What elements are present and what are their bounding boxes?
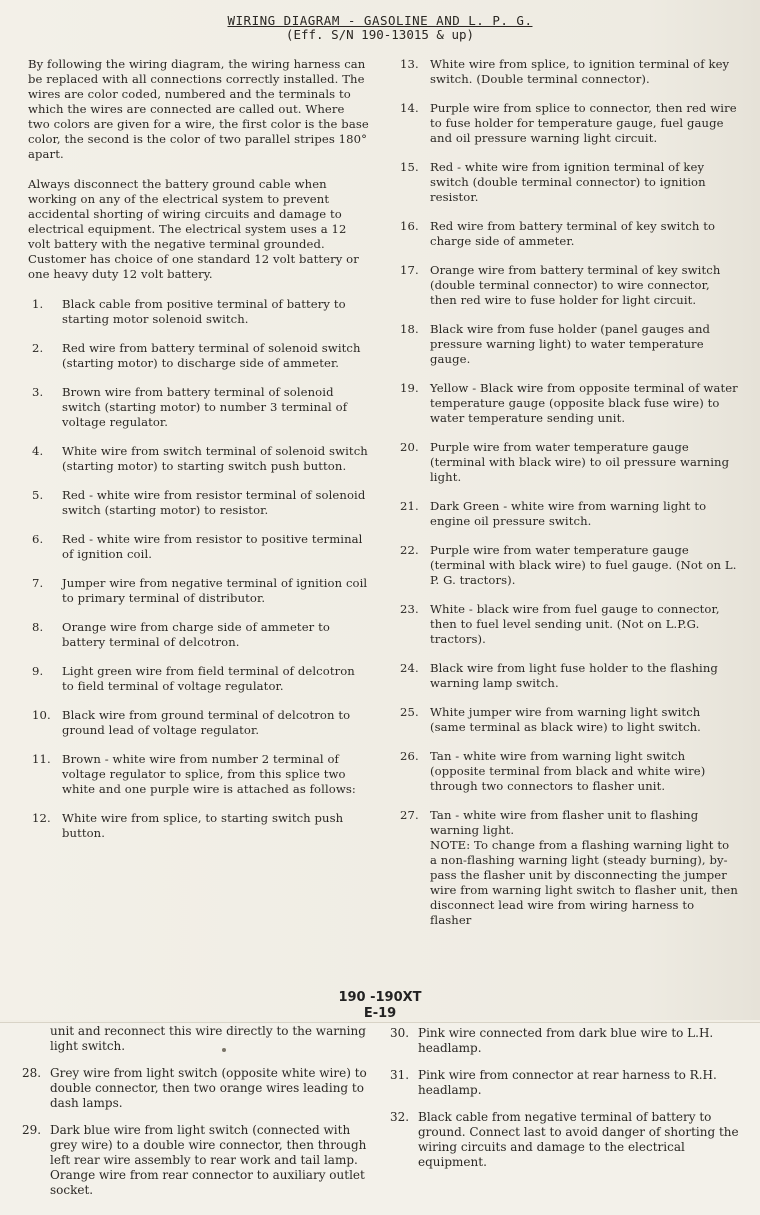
item-text-block (62, 620, 370, 650)
item-number: 11. (32, 752, 51, 766)
wire-item (396, 705, 738, 735)
item-text-block (430, 543, 738, 588)
item-number: 6. (32, 532, 44, 546)
item-text-block (62, 341, 370, 371)
wire-item (28, 444, 370, 474)
item-text-block (62, 488, 370, 518)
item-text: Black wire from fuse holder (panel gauges and pressure warning light) to water temperature gauge. (430, 322, 711, 366)
wire-item (390, 1110, 740, 1170)
item-text-block (430, 602, 738, 647)
bottom-left-column (22, 1024, 367, 1210)
wire-item (396, 808, 738, 928)
item-number: 8. (32, 620, 44, 634)
item-text-block (430, 101, 738, 146)
wire-item (396, 381, 738, 426)
wire-item (396, 440, 738, 485)
continued-text: unit and reconnect this wire directly to the warning light switch. (50, 1024, 366, 1053)
item-text: Brown - white wire from number 2 terminal of voltage regulator to splice, from this splice two white and one purple wire is attached as follows: (62, 752, 356, 796)
page-footer (0, 990, 760, 1022)
item-number: 5. (32, 488, 44, 502)
page-number: E-19 (363, 1006, 397, 1021)
item-text: Red wire from battery terminal of solenoid switch (starting motor) to discharge side of ammeter. (62, 341, 361, 370)
item-text-block (430, 749, 738, 794)
bottom-right-item-list (390, 1026, 740, 1170)
item-text: Light green wire from field terminal of delcotron to field terminal of voltage regulator. (62, 664, 355, 693)
item-number: 24. (400, 661, 419, 675)
item-text: Black wire from ground terminal of delcotron to ground lead of voltage regulator. (62, 708, 351, 737)
item-text: Purple wire from water temperature gauge (terminal with black wire) to oil pressure warning light. (430, 440, 730, 484)
item-text-block (430, 381, 738, 426)
item-number: 9. (32, 664, 44, 678)
item-text-block (50, 1066, 367, 1111)
item-number: 14. (400, 101, 419, 115)
item-number: 3. (32, 385, 44, 399)
item-text-block (430, 808, 738, 928)
item-text: Pink wire connected from dark blue wire to L.H. headlamp. (418, 1026, 714, 1055)
wire-item (28, 576, 370, 606)
intro-paragraph: By following the wiring diagram, the wiring harness can be replaced with all connections correctly installed. The wires are color coded, numbered and the terminals to which the wires are connected are called out. Where two colors are given for a wire, the first color is the base color, the second is the color of two parallel stripes 180° apart. (28, 57, 369, 161)
header (0, 14, 760, 42)
item-text-block (430, 160, 738, 205)
item-number: 4. (32, 444, 44, 458)
item-text: Red - white wire from ignition terminal of key switch (double terminal connector) to ignition resistor. (430, 160, 706, 204)
item-text: White jumper wire from warning light switch (same terminal as black wire) to light switch. (430, 705, 701, 734)
wire-item (22, 1066, 367, 1111)
item-text-block (62, 752, 370, 797)
item-number: 22. (400, 543, 419, 557)
bottom-right-column (390, 1026, 740, 1182)
wire-item (396, 543, 738, 588)
item-number: 1. (32, 297, 44, 311)
item-number: 27. (400, 808, 419, 822)
item-text: White wire from splice, to ignition terminal of key switch. (Double terminal connector). (430, 57, 730, 86)
intro-paragraph: Always disconnect the battery ground cable when working on any of the electrical system to prevent accidental shorting of wiring circuits and damage to electrical equipment. The electrical system uses a 12 volt battery with the negative terminal grounded. Customer has choice of one standard 12 volt battery or one heavy duty 12 volt battery. (28, 177, 359, 281)
wire-item (28, 532, 370, 562)
item-text: Red - white wire from resistor to positive terminal of ignition coil. (62, 532, 363, 561)
item-text: Purple wire from splice to connector, then red wire to fuse holder for temperature gauge, fuel gauge and oil pressure warning light circuit. (430, 101, 737, 145)
item-number: 21. (400, 499, 419, 513)
item-text-block (62, 385, 370, 430)
item-text: Black cable from negative terminal of battery to ground. Connect last to avoid danger of shorting the wiring circuits and damage to the electrical equipment. (418, 1110, 739, 1169)
wire-item (396, 219, 738, 249)
item-text: Brown wire from battery terminal of solenoid switch (starting motor) to number 3 terminal of voltage regulator. (62, 385, 348, 429)
item-text: Black wire from light fuse holder to the flashing warning lamp switch. (430, 661, 718, 690)
item-text: Yellow - Black wire from opposite terminal of water temperature gauge (opposite black fuse wire) to water temperature sending unit. (430, 381, 738, 425)
item-text: Red - white wire from resistor terminal of solenoid switch (starting motor) to resistor. (62, 488, 366, 517)
wire-item (28, 664, 370, 694)
item-text: Pink wire from connector at rear harness to R.H. headlamp. (418, 1068, 717, 1097)
item-text: White wire from switch terminal of solenoid switch (starting motor) to starting switch push button. (62, 444, 368, 473)
model-number: 190 -190XT (338, 990, 422, 1005)
wire-item (396, 499, 738, 529)
item-number: 13. (400, 57, 419, 71)
item-text: Purple wire from water temperature gauge (terminal with black wire) to fuel gauge. (Not on L. P. G. tractors). (430, 543, 737, 587)
item-text: Tan - white wire from warning light switch (opposite terminal from black and white wire) through two connectors to flasher unit. (430, 749, 706, 793)
item-number: 16. (400, 219, 419, 233)
item-text-block (430, 263, 738, 308)
wire-item (390, 1068, 740, 1098)
item-number: 7. (32, 576, 44, 590)
item-text-block (430, 322, 738, 367)
item-text: Orange wire from battery terminal of key switch (double terminal connector) to wire connector, then red wire to fuse holder for light circuit. (430, 263, 721, 307)
item-text-block (430, 499, 738, 529)
item-text-block (430, 219, 738, 249)
wire-item (396, 263, 738, 308)
item-text-block (62, 532, 370, 562)
wire-item (28, 620, 370, 650)
item-text-block (430, 661, 738, 691)
item-text-block (418, 1026, 740, 1056)
item-text-block (430, 440, 738, 485)
item-text: Orange wire from charge side of ammeter to battery terminal of delcotron. (62, 620, 330, 649)
wire-item (28, 708, 370, 738)
item-text: Dark Green - white wire from warning light to engine oil pressure switch. (430, 499, 707, 528)
left-item-list (28, 297, 370, 841)
page-subtitle: (Eff. S/N 190-13015 & up) (285, 27, 475, 42)
item-text-block (418, 1110, 740, 1170)
item-number: 12. (32, 811, 51, 825)
wire-item (28, 811, 370, 841)
ink-speck (222, 1048, 226, 1052)
item-number: 20. (400, 440, 419, 454)
item-text-block (62, 297, 370, 327)
item-text-block (62, 708, 370, 738)
wire-item (396, 160, 738, 205)
item-text: White - black wire from fuel gauge to connector, then to fuel level sending unit. (Not on L.P.G. tractors). (430, 602, 720, 646)
item-number: 30. (390, 1026, 410, 1040)
page-title: WIRING DIAGRAM - GASOLINE AND L. P. G. (227, 13, 533, 28)
item-text: White wire from splice, to starting switch push button. (62, 811, 344, 840)
item-number: 26. (400, 749, 419, 763)
wire-item (396, 57, 738, 87)
wire-item (28, 341, 370, 371)
wire-item (28, 752, 370, 797)
wire-item (396, 749, 738, 794)
item-text-block (50, 1123, 367, 1198)
item-text: Jumper wire from negative terminal of ignition coil to primary terminal of distributor. (62, 576, 368, 605)
item-number: 18. (400, 322, 419, 336)
item-number: 32. (390, 1110, 410, 1124)
item-text: Red wire from battery terminal of key switch to charge side of ammeter. (430, 219, 716, 248)
item-number: 15. (400, 160, 419, 174)
item-number: 17. (400, 263, 419, 277)
item-number: 29. (22, 1123, 42, 1137)
wire-item (396, 322, 738, 367)
item-text: Grey wire from light switch (opposite white wire) to double connector, then two orange wires leading to dash lamps. (50, 1066, 367, 1110)
wire-item (28, 297, 370, 327)
item-text-block (62, 576, 370, 606)
wire-item (396, 101, 738, 146)
right-column (396, 57, 738, 942)
left-column (28, 57, 370, 855)
wire-item (28, 385, 370, 430)
item-text: Black cable from positive terminal of battery to starting motor solenoid switch. (62, 297, 346, 326)
item-text: Tan - white wire from flasher unit to flashing warning light. (430, 808, 699, 837)
item-number: 19. (400, 381, 419, 395)
item-text-block (62, 811, 370, 841)
item-text-block (430, 57, 738, 87)
item-text-block (418, 1068, 740, 1098)
item-number: 28. (22, 1066, 42, 1080)
right-item-list (396, 57, 738, 928)
item-text-block (62, 444, 370, 474)
item-text-block (62, 664, 370, 694)
wire-item (390, 1026, 740, 1056)
item-number: 31. (390, 1068, 410, 1082)
item-number: 25. (400, 705, 419, 719)
wire-item (28, 488, 370, 518)
item-note: NOTE: To change from a flashing warning light to a non-flashing warning light (steady burning), by-pass the flasher unit by disconnecting the jumper wire from warning light switch to flasher unit, then disconnect lead wire from wiring harness to flasher (430, 838, 738, 927)
wire-item (396, 602, 738, 647)
item-number: 10. (32, 708, 51, 722)
item-text: Dark blue wire from light switch (connected with grey wire) to a double wire connector, then through left rear wire assembly to rear work and tail lamp. Orange wire from rear connector to auxiliary outlet socket. (50, 1123, 367, 1197)
wire-item (396, 661, 738, 691)
item-number: 23. (400, 602, 419, 616)
bottom-left-item-list (22, 1066, 367, 1198)
item-number: 2. (32, 341, 44, 355)
wire-item (22, 1123, 367, 1198)
item-text-block (430, 705, 738, 735)
